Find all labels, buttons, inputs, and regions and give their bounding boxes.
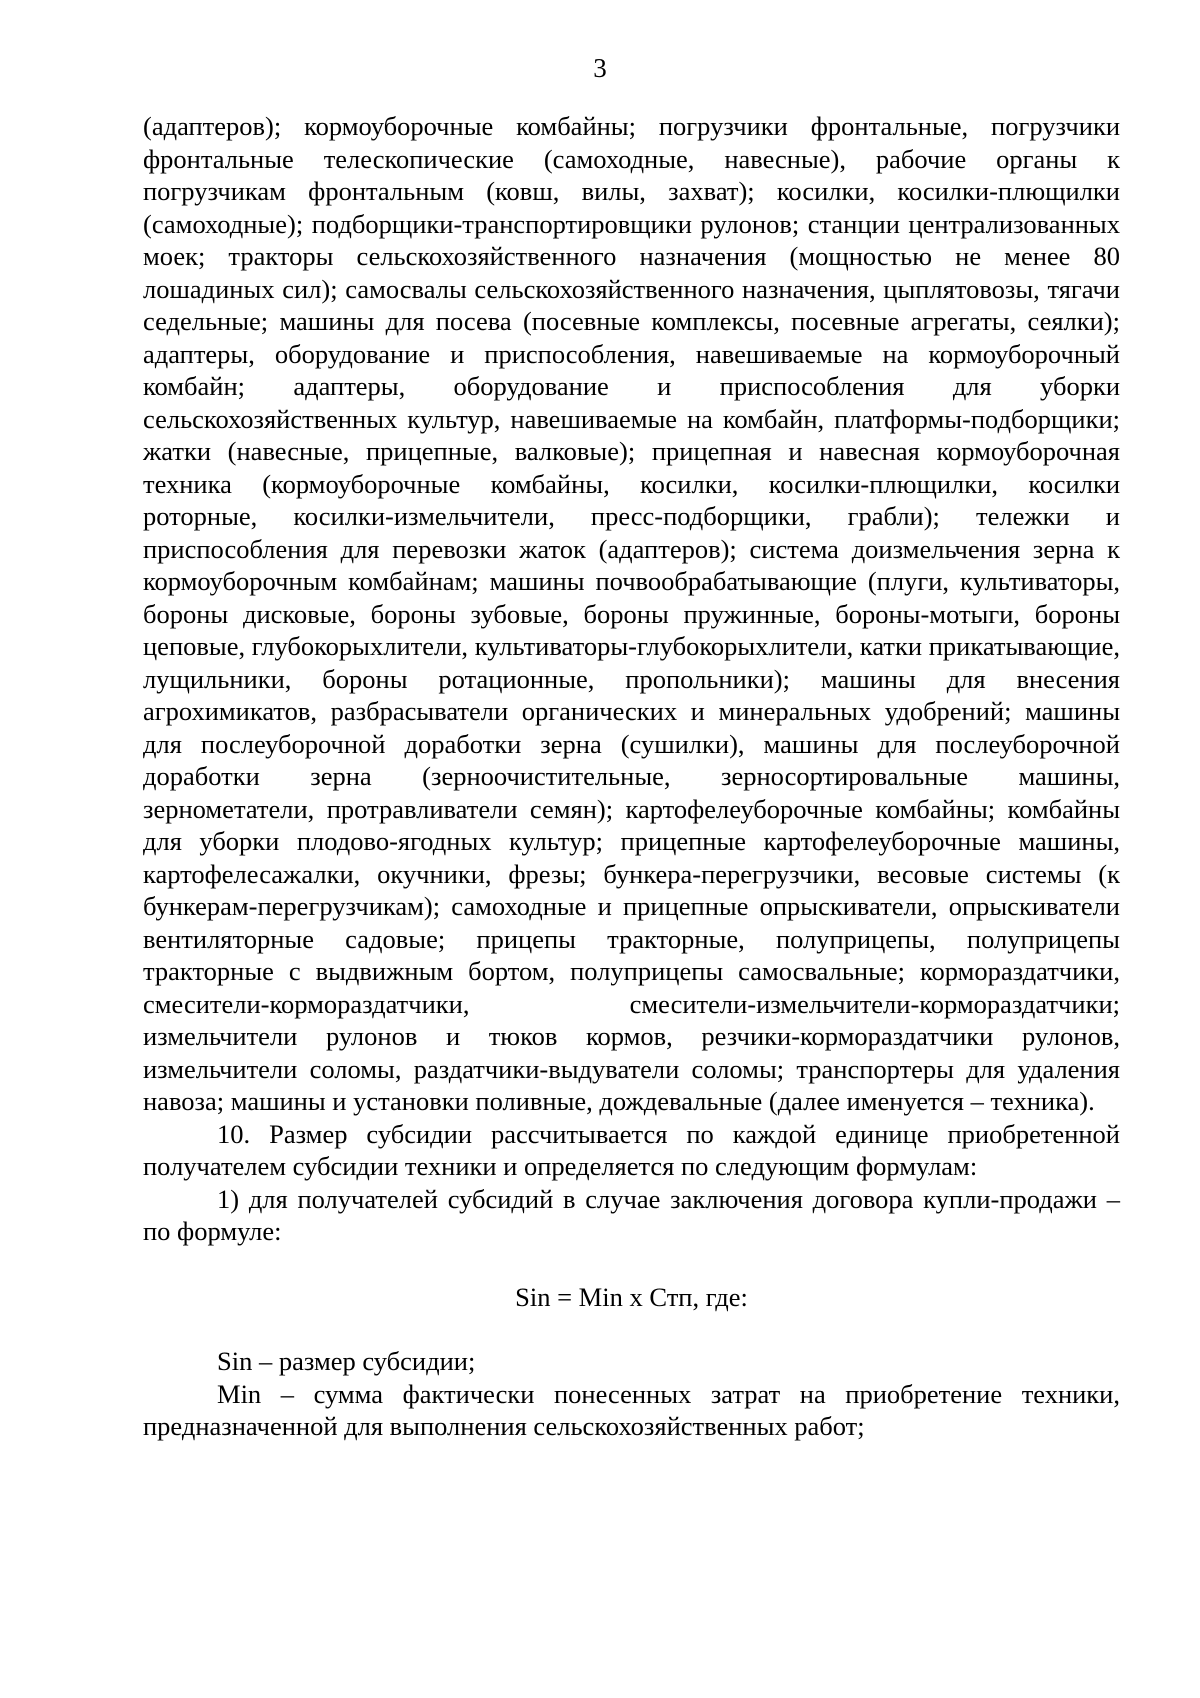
definition-sin: Sin – размер субсидии; xyxy=(217,1346,476,1376)
paragraph-equipment-list: (адаптеров); кормоуборочные комбайны; погрузчики фронтальные, погрузчики фронтальные телескопические (самоходные, навесные), рабочие органы к погрузчикам фронтальным (ковш, вилы, захват); косилки, косилки-плющилки (самоходные); подборщики-транспортировщики рулонов; станции централизованных моек; тракторы сельскохозяйственного назначения (мощностью не менее 80 лошадиных сил); самосвалы сельскохозяйственного назначения, цыплятовозы, тягачи седельные; машины для посева (посевные комплексы, посевные агрегаты, сеялки); адаптеры, оборудование и приспособления, навешиваемые на кормоуборочный комбайн; адаптеры, оборудование и приспособления для уборки сельскохозяйственных культур, навешиваемые на комбайн, платформы-подборщики; жатки (навесные, прицепные, валковые); прицепная и навесная кормоуборочная техника (кормоуборочные комбайны, косилки, косилки-плющилки, косилки роторные, косилки-измельчители, пресс-подборщики, грабли); тележки и приспособления для перевозки жаток (адаптеров); система доизмельчения зерна к кормоуборочным комбайнам; машины почвообрабатывающие (плуги, культиваторы, бороны дисковые, бороны зубовые, бороны пружинные, бороны-мотыги, бороны цеповые, глубокорыхлители, культиваторы-глубокорыхлители, катки прикатывающие, лущильники, бороны ротационные, пропольники); машины для внесения агрохимикатов, разбрасыватели органических и минеральных удобрений; машины для послеуборочной доработки зерна (сушилки), машины для послеуборочной доработки зерна (зерноочистительные, зерносортировальные машины, зернометатели, протравливатели семян); картофелеуборочные комбайны; комбайны для уборки плодово-ягодных культур; прицепные картофелеуборочные машины, картофелесажалки, окучники, фрезы; бункера-перегрузчики, весовые системы (к бункерам-перегрузчикам); самоходные и прицепные опрыскиватели, опрыскиватели вентиляторные садовые; прицепы тракторные, полуприцепы, полуприцепы тракторные с выдвижным бортом, полуприцепы самосвальные; кормораздатчики, смесители-кормораздатчики, смесители-измельчители-кормораздатчики; измельчители рулонов и тюков кормов, резчики-кормораздатчики рулонов, измельчители соломы, раздатчики-выдуватели соломы; транспортеры для удаления навоза; машины и установки поливные, дождевальные (далее именуется – техника). xyxy=(143,111,1120,1116)
paragraph-purchase-contract: 1) для получателей субсидий в случае заключения договора купли-продажи – по формуле: xyxy=(143,1183,1120,1246)
page-number: 3 xyxy=(593,53,607,83)
definition-min: Min – сумма фактически понесенных затрат на приобретение техники, предназначенной для выполнения сельскохозяйственных работ; xyxy=(143,1378,1120,1441)
document-body xyxy=(143,110,1120,1443)
paragraph-subsidy-amount: 10. Размер субсидии рассчитывается по каждой единице приобретенной получателем субсидии техники и определяется по следующим формулам: xyxy=(143,1118,1120,1181)
subsidy-formula: Sin = Min х Стп, где: xyxy=(515,1281,748,1312)
